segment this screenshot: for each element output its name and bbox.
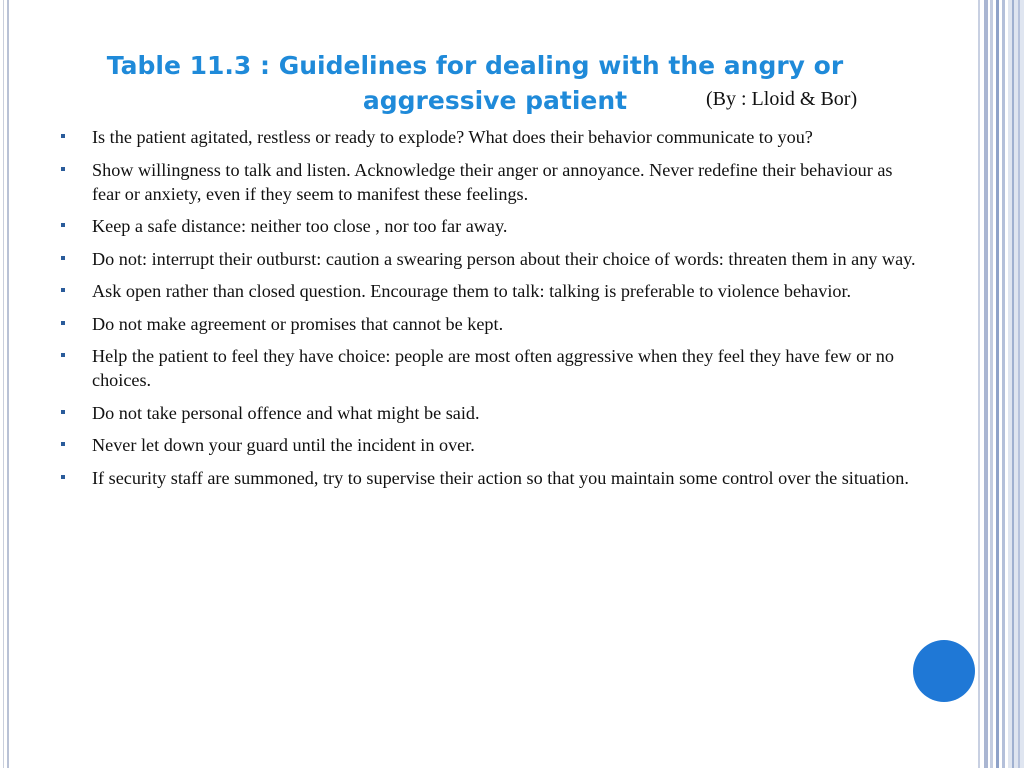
left-border-line xyxy=(7,0,9,768)
right-decorative-stripe xyxy=(1008,0,1024,768)
list-item xyxy=(58,279,918,303)
list-item-text: Help the patient to feel they have choice: people are most often aggressive when they feel they have few or no choices. xyxy=(92,346,894,390)
title-line-2: aggressive patient xyxy=(362,86,628,115)
list-item-text: Is the patient agitated, restless or ready to explode? What does their behavior communicate to you? xyxy=(92,127,813,147)
square-bullet-icon xyxy=(61,353,65,357)
list-item-text: Ask open rather than closed question. Encourage them to talk: talking is preferable to violence behavior. xyxy=(92,281,852,301)
list-item-text: If security staff are summoned, try to supervise their action so that you maintain some control over the situation. xyxy=(92,467,909,488)
right-decorative-stripe xyxy=(978,0,980,768)
title-line-1: Table 11.3 : Guidelines for dealing with the angry or xyxy=(106,51,844,80)
list-item xyxy=(58,214,918,238)
list-item-text: Do not take personal offence and what might be said. xyxy=(92,402,480,423)
guideline-list xyxy=(58,125,918,498)
square-bullet-icon xyxy=(61,256,65,260)
square-bullet-icon xyxy=(61,442,65,446)
right-decorative-stripe xyxy=(990,0,993,768)
list-item-text: Do not make agreement or promises that cannot be kept. xyxy=(92,313,504,334)
list-item xyxy=(58,158,918,206)
list-item xyxy=(58,466,918,490)
square-bullet-icon xyxy=(61,475,65,479)
right-decorative-stripe xyxy=(1002,0,1005,768)
right-decorative-stripe xyxy=(996,0,999,768)
square-bullet-icon xyxy=(61,288,65,292)
right-decorative-stripe xyxy=(984,0,988,768)
square-bullet-icon xyxy=(61,321,65,325)
right-decorative-stripe xyxy=(1018,0,1020,768)
list-item xyxy=(58,247,918,271)
list-item xyxy=(58,312,918,336)
square-bullet-icon xyxy=(61,134,65,138)
left-border-line xyxy=(3,0,4,768)
list-item xyxy=(58,401,918,425)
list-item xyxy=(58,433,918,457)
list-item-text: Do not: interrupt their outburst: caution a swearing person about their choice of words: threaten them in any way. xyxy=(92,248,916,269)
square-bullet-icon xyxy=(61,410,65,414)
square-bullet-icon xyxy=(61,167,65,171)
decorative-circle xyxy=(913,640,975,702)
list-item xyxy=(58,125,918,149)
list-item-text: Show willingness to talk and listen. Acknowledge their anger or annoyance. Never redefine their behaviour as fear or anxiety, even if they seem to manifest these feelings. xyxy=(92,159,893,204)
right-decorative-stripe xyxy=(1012,0,1014,768)
author-credit: (By : Lloid & Bor) xyxy=(706,88,858,110)
list-item-text: Never let down your guard until the incident in over. xyxy=(92,435,475,455)
list-item xyxy=(58,344,918,392)
square-bullet-icon xyxy=(61,223,65,227)
list-item-text: Keep a safe distance: neither too close , nor too far away. xyxy=(92,216,508,236)
